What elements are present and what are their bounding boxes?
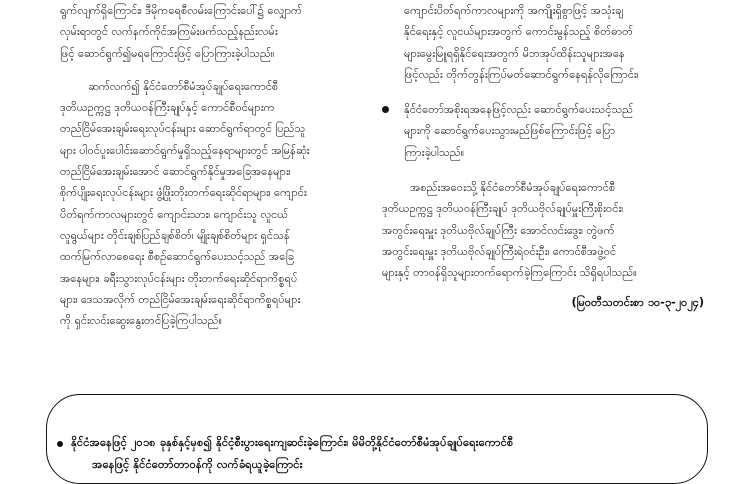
text-line: ဆက်လက်၍ နိုင်ငံတော်စီမံအုပ်ချုပ်ရေးကောင်စီ (88, 78, 279, 93)
text-line: ကျောင်းပိတ်ရက်ကာလများကို အကျိုးရှိစွာဖြင့် အသုံးချ (404, 3, 623, 17)
text-line: များမွေးမြူရရှိနိုင်ရေးအတွက် မိဘအုပ်ထိန်းသူများအနေ (404, 45, 625, 60)
left-column (60, 0, 395, 331)
box-text-line-2: အနေဖြင့် နိုင်ငံတော်တာဝန်ကို လက်ခံရယူခဲ့ကြောင်း (92, 457, 303, 471)
text-line: ထက်မြက်လာစေရေး စီစဉ်ဆောင်ရွက်ပေးသင့်သည် အခြေ (60, 249, 294, 264)
right-bullet-item (382, 99, 704, 163)
left-paragraph-1 (60, 0, 395, 64)
text-line: အတွင်းရေးမှူး ဒုတိယဗိုလ်ချုပ်ကြီး အောင်လင်းဒွေး၊ တွဲဖက် (382, 222, 615, 237)
source-citation: (မြဝတီသတင်းစာ ၁၀-၃-၂၀၂၄) (571, 294, 704, 309)
box-bullet-line (71, 435, 513, 452)
text-line: အတွင်းရေးမှူး ဒုတိယဗိုလ်ချုပ်ကြီးရဲဝင်းဦး၊ ကောင်စီအဖွဲ့ဝင် (382, 243, 617, 258)
text-line: များ ပါဝင်ပူးပေါင်းဆောင်ရွက်မှုရှိသည့်နေရာများတွင် အမြန်ဆုံး (60, 142, 310, 157)
text-line: ဖြင့်လည်း တိုက်တွန်းကြပ်မတ်ဆောင်ရွက်နေရန်လိုကြောင်း၊ (404, 66, 639, 81)
text-line: နိုင်ရေးနှင့် လူငယ်များအတွက် ကောင်းမွန်သည့် စိတ်ဓာတ် (404, 24, 634, 39)
text-line: ရွက်လျက်ရှိကြောင်း၊ ဒီမိုကရေစီလမ်းကြောင်းပေါ်၌ လျှောက် (60, 3, 303, 17)
text-line: နိုင်ငံတော်အစိုးရအနေဖြင့်လည်း ဆောင်ရွက်ပေးသင့်သည် (404, 102, 634, 117)
text-line: များနှင့် တာဝန်ရှိသူများတက်ရောက်ခဲ့ကြကြောင်း သိရှိရပါသည်။ (382, 265, 637, 280)
text-line: စိုက်ပျိုးရေးလုပ်ငန်းများ ဖွံ့ဖြိုးတိုးတက်ရေးဆိုင်ရာများ၊ ကျောင်း (60, 185, 307, 200)
text-line: များကို ဆောင်ရွက်ပေးသွားမည်ဖြစ်ကြောင်းဖြင့် ပြော (404, 123, 615, 138)
text-line: အစည်းအဝေးသို့ နိုင်ငံတော်စီမံအုပ်ချုပ်ရေးကောင်စီ (410, 180, 616, 195)
right-paragraph-1 (382, 0, 704, 85)
text-line: အနေများ၊ ခရီးသွားလုပ်ငန်းများ တိုးတက်ရေးဆိုင်ရာကိစ္စရပ် (60, 270, 298, 285)
text-line: ဖြင့် ဆောင်ရွက်၍မရကြောင်းဖြင့် ပြောကြားခဲ့ပါသည်။ (60, 45, 275, 60)
text-line: ကို ရှင်းလင်းဆွေးနွေးတင်ပြခဲ့ကြပါသည်။ (60, 313, 222, 328)
text-line: လှမ်းရာတွင် လက်နက်ကိုင်အကြမ်းဖက်သည့်နည်းလမ်း (60, 24, 278, 39)
text-line: လူရွယ်များ တိုင်းချစ်ပြည်ချစ်စိတ်၊ မျိုးချစ်စိတ်များ ရှင်သန် (60, 227, 290, 242)
text-line: များ၊ ဒေသအလိုက် တည်ငြိမ်အေးချမ်းရေးဆိုင်ရာကိစ္စရပ်များ (60, 291, 301, 306)
text-line: ဒုတိယဥက္ကဋ္ဌ ဒုတိယဝန်ကြီးချုပ် ဒုတိယဗိုလ်ချုပ်မှူးကြီးစိုးဝင်း၊ (382, 201, 623, 216)
text-line: တည်ငြိမ်အေးချမ်းရေးလုပ်ငန်းများ ဆောင်ရွက်ရာတွင် ပြည်သူ (60, 121, 306, 136)
summary-box (46, 394, 708, 484)
text-line: ကြားခဲ့ပါသည်။ (404, 144, 465, 159)
text-line: ဒုတိယဥက္ကဋ္ဌ ဒုတိယဝန်ကြီးချုပ်နှင့် ကောင်စီဝင်များက (60, 100, 275, 115)
text-line: ပိတ်ရက်ကာလများတွင် ကျောင်းသား၊ ကျောင်းသူ လူငယ် (60, 206, 289, 221)
box-text-line-1: နိုင်ငံအနေဖြင့် ၂၀၁၈ ခုနှစ်နှင့်မှစ၍ နိုင်ငံ့စီးပွားရေးကျဆင်းခဲ့ကြောင်း၊ မိမိတို့နိုင်ငံတော်စီမံအုပ်ချုပ်ရေးကောင်စီ (71, 435, 514, 449)
text-line: တည်ငြိမ်အေးချမ်းအောင် ဆောင်ရွက်နိုင်မှုအခြေအနေများ၊ (60, 164, 291, 179)
bullet-icon (382, 106, 389, 113)
right-paragraph-2 (382, 177, 704, 283)
right-bullet-text (404, 99, 704, 163)
bullet-icon (57, 441, 63, 447)
left-paragraph-2 (60, 76, 395, 332)
right-column (382, 0, 704, 313)
